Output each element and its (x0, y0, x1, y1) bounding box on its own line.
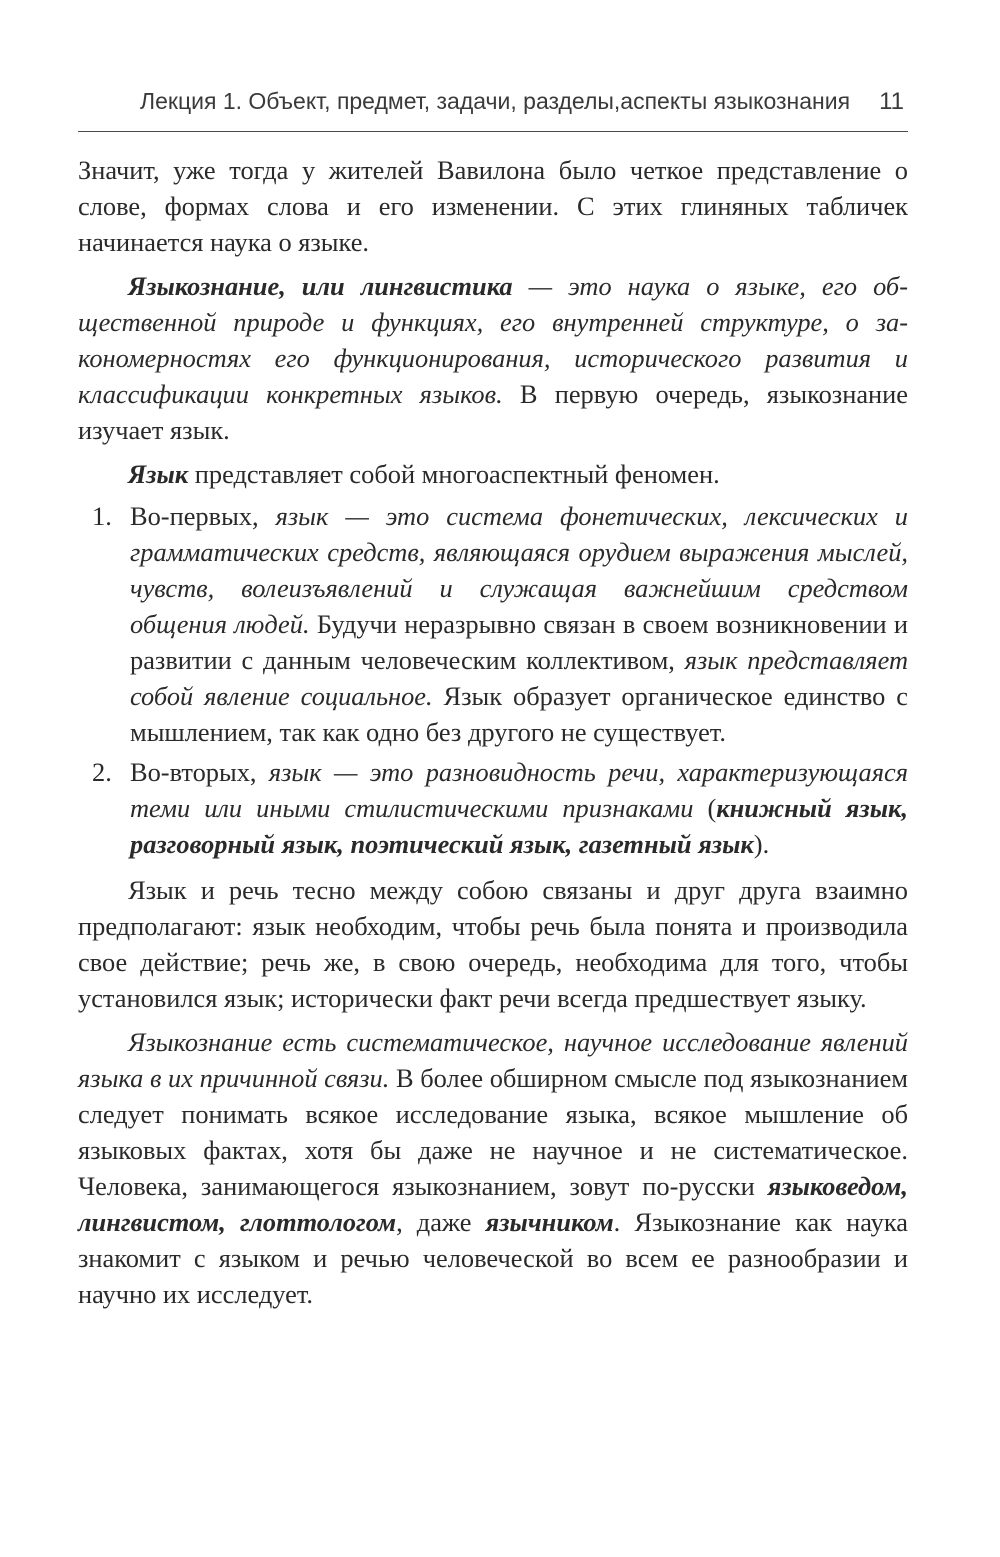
term-linguistics: Языкознание, или лингвистика (128, 271, 513, 301)
list-item-end: Язык образует органическое единство с мышлением, так как одно без другого не существует. (130, 681, 908, 747)
paragraph-2-rest: В первую очередь, языкознание изучает язык. (78, 379, 908, 445)
header-rule (78, 131, 908, 132)
paragraph-3-rest: представляет собой многоаспектный феномен. (188, 459, 720, 489)
paragraph-5 (78, 1024, 908, 1312)
paragraph-3 (78, 456, 908, 492)
list-item-number: 1. (92, 501, 112, 531)
list-item-definition-2: язык представляет собой явление социальное. (130, 645, 908, 711)
list-item-open-paren: ( (693, 793, 717, 823)
paragraph-5-term-2: язычником (485, 1207, 614, 1237)
numbered-list (78, 498, 908, 862)
paragraph-4-text: Язык и речь тесно между собою связаны и друг друга взаимно предполагают: язык необходим, чтобы речь была понята и производила свое действие; речь же, в свою очередь, необходима для того, чтобы установился язык; исторически факт речи всегда предшествует языку. (78, 875, 908, 1013)
running-head (78, 88, 908, 124)
paragraph-1 (78, 152, 908, 260)
running-head-title: Лекция 1. Объект, предмет, задачи, разделы,аспекты языкознания (140, 88, 851, 114)
list-item-middle: Будучи неразрывно связан в своем возникновении и развитии с данным человеческим коллективом, (130, 609, 908, 675)
list-item-bold-terms: книжный язык, разговорный язык, поэтический язык, газетный язык (130, 793, 908, 859)
list-item-definition: язык — это система фонетических, лексических и грамматических средств, являющаяся орудием выражения мыслей, чувств, волеизъявлений и служащая важнейшим средством общения людей. (130, 501, 908, 639)
paragraph-1-text: Значит, уже тогда у жителей Вавилона было четкое представление о слове, формах слова и его изменении. С этих глиняных табличек начинается наука о языке. (78, 155, 908, 257)
list-item (78, 498, 908, 750)
definition-linguistics: — это наука о языке, его общественной природе и функциях, его внутренней структуре, о закономерностях его функционирования, исторического развития и классификации конкретных языков. (78, 271, 908, 409)
paragraph-5-text-3: . Языкознание как наука знакомит с языком и речью человеческой во всем ее разнообразии и научно их исследует. (78, 1207, 908, 1309)
list-item-close-paren: ). (753, 829, 770, 859)
list-item-definition: язык — это разновидность речи, характеризующаяся теми или иными стилистическими признаками (130, 757, 908, 823)
paragraph-5-text-2: , даже (396, 1207, 486, 1237)
list-item (78, 754, 908, 862)
list-item-number: 2. (92, 757, 112, 787)
paragraph-5-italic: Языкознание есть систематическое, научное исследование явлений языка в их причинной связи. (78, 1027, 908, 1093)
term-language: Язык (128, 459, 189, 489)
list-item-lead: Во-первых, (130, 501, 276, 531)
page-number: 11 (879, 88, 904, 115)
list-item-lead: Во-вторых, (130, 757, 269, 787)
paragraph-5-terms: языковедом, лингвистом, глоттологом (78, 1171, 908, 1237)
paragraph-5-text-1: В более обширном смысле под языкознанием следует понимать всякое исследование языка, всякое мышление об языковых фактах, хотя бы даже не научное и не систематическое. Человека, занимающегося языкознанием, зовут по-русски (78, 1063, 908, 1201)
paragraph-2 (78, 268, 908, 448)
paragraph-4 (78, 872, 908, 1016)
body-text (78, 152, 908, 1312)
